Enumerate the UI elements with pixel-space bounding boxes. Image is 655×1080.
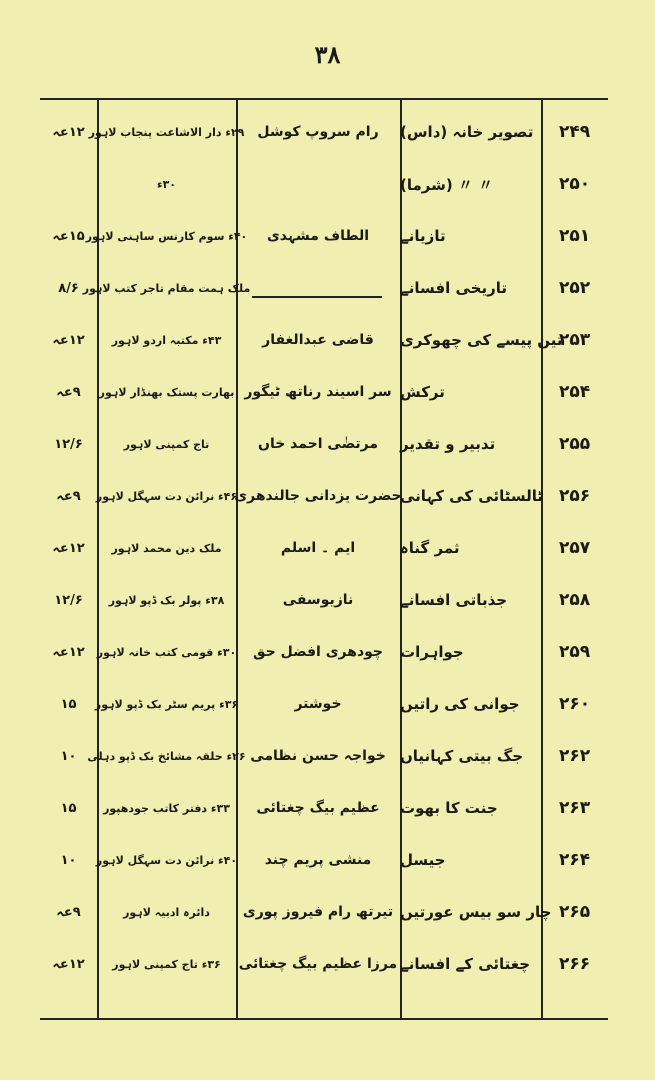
- entry-price: ۱۵: [60, 800, 77, 816]
- entry-number: ۲۵۱: [558, 226, 591, 246]
- page-number: ۳۸: [314, 40, 341, 69]
- entry-author: تیرتھ رام فیروز پوری: [242, 904, 394, 920]
- entry-number: ۲۵۶: [558, 486, 591, 506]
- table-row: [40, 162, 608, 206]
- entry-price: ۱۲عہ: [52, 332, 85, 348]
- entry-number: ۲۵۹: [558, 642, 591, 662]
- entry-author: ایم ۔ اسلم: [280, 540, 356, 556]
- table-row: [40, 110, 608, 154]
- entry-publisher: ۳۰ء: [156, 177, 177, 191]
- entry-title: تدبیر و تقدیر: [400, 435, 496, 453]
- entry-title: جواہرات: [400, 643, 464, 661]
- entry-number: ۲۵۳: [558, 330, 591, 350]
- entry-title: چار سو بیس عورتیں: [400, 903, 552, 921]
- entry-title: تصویر خانہ (داس): [400, 123, 534, 141]
- entry-publisher: ملک ہمت مقام تاجر کتب لاہور: [82, 281, 251, 295]
- entry-price: ۹عہ: [56, 488, 81, 504]
- entry-publisher: ۴۳ء مکتبہ اردو لاہور: [111, 333, 222, 347]
- entry-price: ۱۲عہ: [52, 540, 85, 556]
- entry-price: ۱۲/۶: [54, 436, 83, 452]
- entry-publisher: ۴۶ء نرائن دت سہگل لاہور: [95, 489, 238, 503]
- entry-publisher: ۴۰ء نرائن دت سہگل لاہور: [95, 853, 238, 867]
- entry-title: جوانی کی راتیں: [400, 695, 520, 713]
- entry-number: ۲۶۰: [558, 694, 591, 714]
- table-row: [40, 734, 608, 778]
- entry-price: ۱۲عہ: [52, 644, 85, 660]
- entry-title: تاریخی افسانے: [400, 279, 508, 297]
- entry-publisher: دائرہ ادبیہ لاہور: [123, 905, 210, 919]
- entry-author: سر اسیند رناتھ ٹیگور: [244, 384, 392, 400]
- table-row: [40, 838, 608, 882]
- entry-title: ٹالسٹائی کی کہانی: [400, 487, 544, 505]
- table-row: [40, 942, 608, 986]
- entry-price: ۱۰: [60, 852, 77, 868]
- entry-publisher: ۲۶ء حلقہ مشائخ بک ڈپو دہلی: [87, 749, 246, 763]
- entry-publisher: ۳۳ء دفتر کاتب جودھپور: [103, 801, 230, 815]
- entry-price: ۹عہ: [56, 904, 81, 920]
- table-row: [40, 526, 608, 570]
- entry-title: 〃 〃 (شرما): [400, 175, 494, 194]
- entry-publisher: بھارت پستک بھنڈار لاہور: [98, 385, 235, 399]
- entry-number: ۲۶۴: [558, 850, 591, 870]
- entry-number: ۲۵۰: [558, 174, 591, 194]
- entry-number: ۲۴۹: [558, 122, 591, 142]
- entry-number: ۲۶۶: [558, 954, 591, 974]
- entry-author: مرتضٰی احمد خاں: [258, 436, 378, 452]
- table-row: [40, 318, 608, 362]
- entry-title: ثمر گناہ: [400, 539, 460, 557]
- book-list-table: [40, 98, 608, 1020]
- entry-price: ۱۲/۶: [54, 592, 83, 608]
- table-row: [40, 214, 608, 258]
- entry-publisher: ۳۶ء پریم سٹر بک ڈپو لاہور: [94, 697, 239, 711]
- table-row: [40, 370, 608, 414]
- entry-author: خواجہ حسن نظامی: [250, 748, 386, 764]
- entry-author: الطاف مشہدی: [266, 228, 370, 244]
- entry-author: چودھری افضل حق: [253, 644, 384, 660]
- entry-title: جنت کا بھوت: [400, 799, 498, 817]
- entry-author: نازیوسفی: [282, 592, 354, 608]
- entry-price: ۹عہ: [56, 384, 81, 400]
- entry-publisher: ۲۹ء دار الاشاعت پنجاب لاہور: [88, 125, 245, 139]
- entry-price: ۱۲عہ: [52, 124, 85, 140]
- table-row: [40, 786, 608, 830]
- entry-author: [236, 162, 400, 206]
- entry-price: ۱۲عہ: [52, 956, 85, 972]
- entry-number: ۲۶۵: [558, 902, 591, 922]
- entry-price: ۸/۶: [58, 280, 79, 296]
- entry-price: ۱۵: [60, 696, 77, 712]
- entry-title: جذباتی افسانے: [400, 591, 508, 609]
- entry-author: قاضی عبدالغفار: [262, 332, 374, 348]
- entry-publisher: ۴۰ء سوم کارنس ساہنی لاہور: [85, 229, 248, 243]
- entry-title: تین پیسے کی چھوکری: [400, 331, 563, 349]
- entry-publisher: تاج کمپنی لاہور: [123, 437, 210, 451]
- entry-number: ۲۶۳: [558, 798, 591, 818]
- entry-publisher: ملک دین محمد لاہور: [111, 541, 222, 555]
- entry-publisher: ۳۰ء قومی کتب خانہ لاہور: [96, 645, 237, 659]
- entry-author: [236, 266, 400, 310]
- entry-price: [40, 162, 97, 206]
- entry-author: رام سروپ کوشل: [257, 124, 379, 140]
- entry-price: ۱۵عہ: [52, 228, 85, 244]
- entry-publisher: ۳۶ء تاج کمپنی لاہور: [112, 957, 221, 971]
- entry-title: تازیانے: [400, 227, 446, 245]
- entry-author: منشی پریم چند: [264, 852, 372, 868]
- entry-title: ترکش: [400, 383, 445, 401]
- entry-number: ۲۵۲: [558, 278, 591, 298]
- entry-title: جگ بیتی کہانیاں: [400, 747, 524, 765]
- entry-author: حضرت یزدانی جالندھری: [234, 488, 402, 504]
- table-row: [40, 474, 608, 518]
- entry-number: ۲۶۲: [558, 746, 591, 766]
- table-row: [40, 890, 608, 934]
- entry-number: ۲۵۵: [558, 434, 591, 454]
- entry-author: عظیم بیگ چغتائی: [256, 800, 380, 816]
- entry-price: ۱۰: [60, 748, 77, 764]
- entry-number: ۲۵۷: [558, 538, 591, 558]
- table-row: [40, 578, 608, 622]
- entry-title: چغتائی کے افسانے: [400, 955, 531, 973]
- entry-author: خوشتر: [294, 696, 342, 712]
- entry-number: ۲۵۸: [558, 590, 591, 610]
- entry-number: ۲۵۴: [558, 382, 591, 402]
- table-row: [40, 422, 608, 466]
- entry-title: جیسل: [400, 851, 446, 869]
- entry-author: مرزا عظیم بیگ چغتائی: [238, 956, 398, 972]
- table-row: [40, 266, 608, 310]
- table-row: [40, 682, 608, 726]
- table-row: [40, 630, 608, 674]
- entry-publisher: ۳۸ء پولر بک ڈپو لاہور: [108, 593, 225, 607]
